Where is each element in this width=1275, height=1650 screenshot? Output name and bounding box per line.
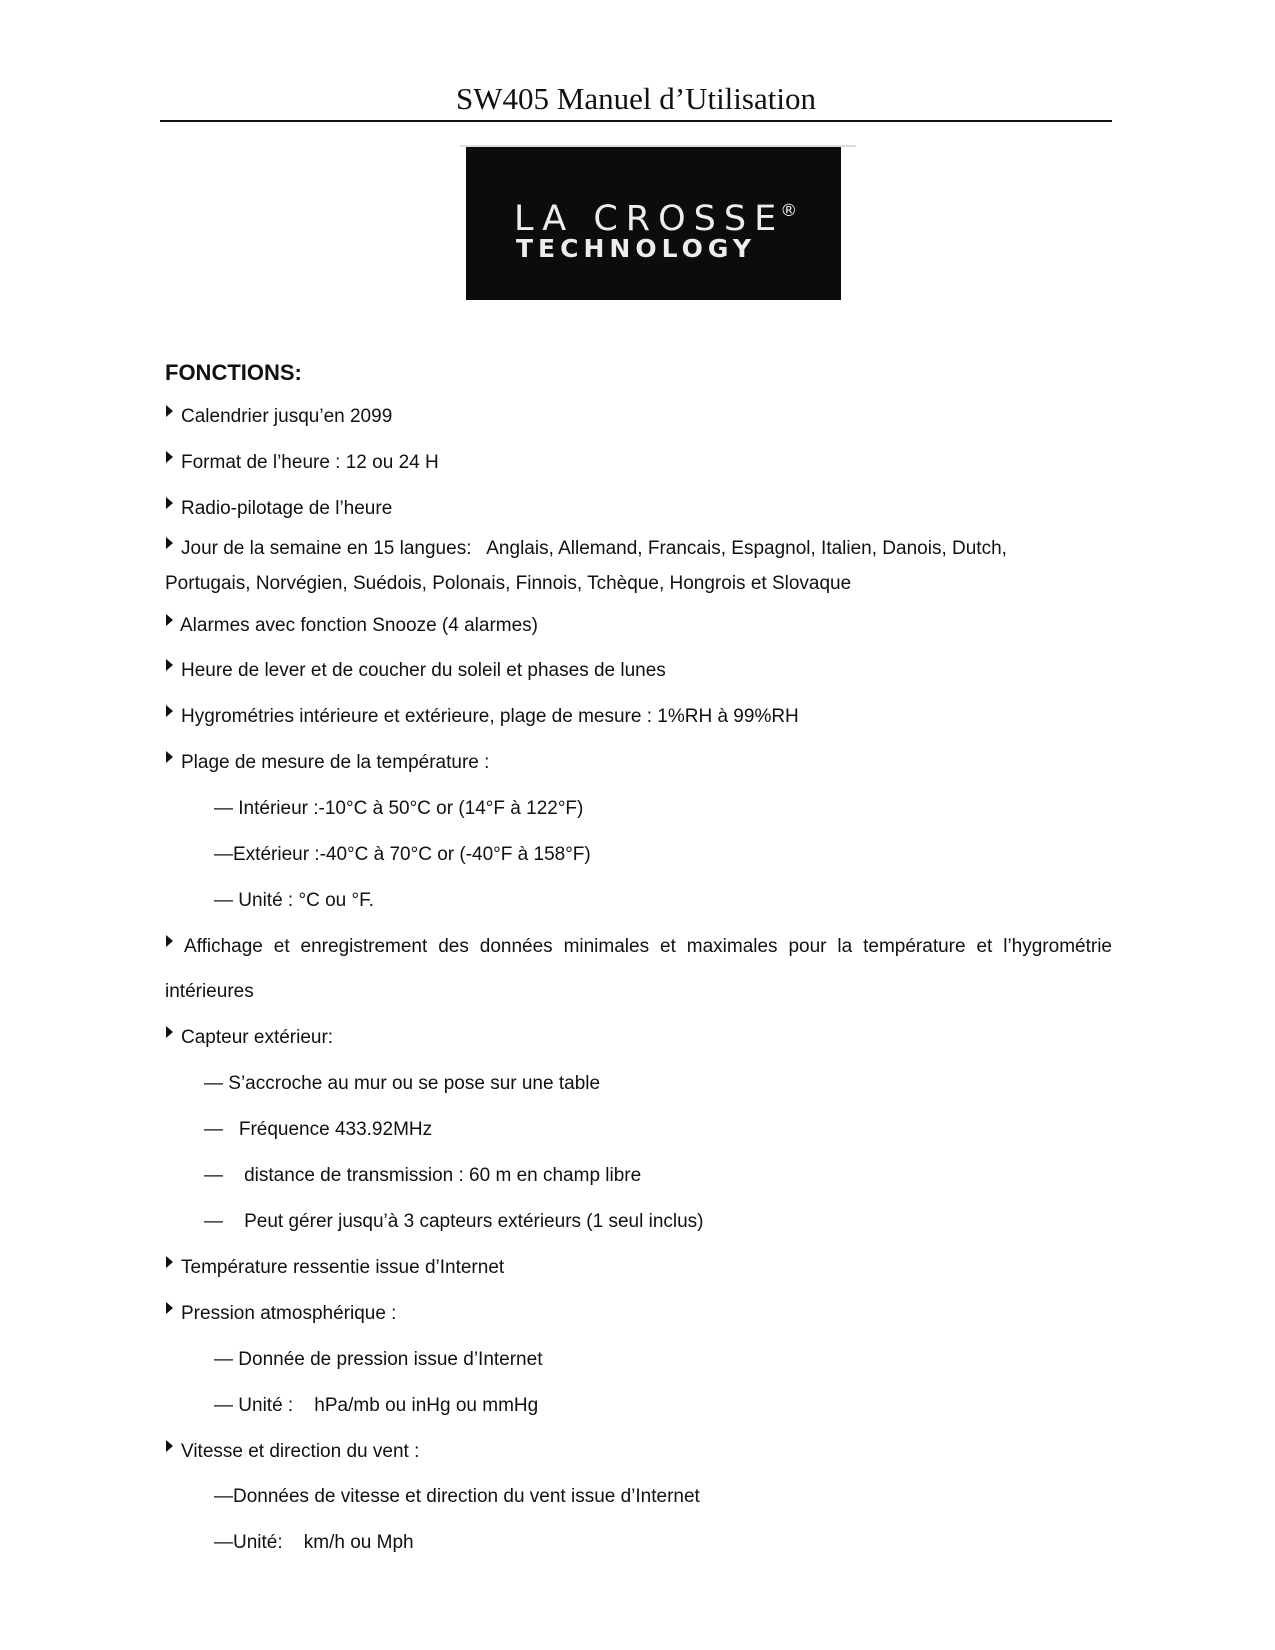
feature-temperature-range: Plage de mesure de la température :	[181, 752, 490, 773]
bullet-triangle-icon	[166, 537, 173, 549]
bullet-triangle-icon	[166, 614, 173, 626]
feature-outdoor-sensor: Capteur extérieur:	[181, 1027, 334, 1048]
bullet-triangle-icon	[166, 705, 173, 717]
feature-weekday-languages-line-2: Portugais, Norvégien, Suédois, Polonais, Finnois, Tchèque, Hongrois et Slovaque	[165, 573, 852, 594]
feature-time-format: Format de l’heure : 12 ou 24 H	[181, 452, 439, 473]
bullet-triangle-icon	[166, 405, 173, 417]
bullet-triangle-icon	[166, 935, 173, 947]
feature-minmax-line-1: Affichage et enregistrement des données minimales et maximales pour la température et l’hygrométrie	[184, 936, 1112, 957]
bullet-triangle-icon	[166, 659, 173, 671]
bullet-triangle-icon	[166, 1256, 173, 1268]
bullet-triangle-icon	[166, 1440, 173, 1452]
bullet-triangle-icon	[166, 1302, 173, 1314]
pressure-unit: — Unité : hPa/mb ou inHg ou mmHg	[214, 1395, 539, 1416]
wind-unit: —Unité: km/h ou Mph	[214, 1532, 414, 1553]
feature-weekday-languages-line-1: Jour de la semaine en 15 langues: Anglais, Allemand, Francais, Espagnol, Italien, Danois, Dutch,	[181, 538, 1007, 559]
feature-calendar: Calendrier jusqu’en 2099	[181, 406, 393, 427]
feature-sun-moon: Heure de lever et de coucher du soleil et phases de lunes	[181, 660, 666, 681]
sensor-mounting: — S’accroche au mur ou se pose sur une table	[204, 1073, 601, 1094]
wind-source: —Données de vitesse et direction du vent issue d’Internet	[214, 1486, 700, 1507]
feature-pressure: Pression atmosphérique :	[181, 1303, 397, 1324]
logo-line-1	[514, 191, 797, 239]
bullet-triangle-icon	[166, 451, 173, 463]
bullet-triangle-icon	[166, 497, 173, 509]
temperature-outdoor-range: —Extérieur :-40°C à 70°C or (-40°F à 158°F)	[214, 844, 591, 865]
feature-alarms: Alarmes avec fonction Snooze (4 alarmes)	[180, 615, 538, 636]
feature-wind: Vitesse et direction du vent :	[181, 1441, 420, 1462]
sensor-frequency: — Fréquence 433.92MHz	[204, 1119, 433, 1140]
la-crosse-technology-logo	[466, 147, 841, 300]
title-underline	[160, 120, 1112, 122]
registered-mark: ®	[780, 201, 798, 221]
temperature-indoor-range: — Intérieur :-10°C à 50°C or (14°F à 122°F)	[214, 798, 584, 819]
bullet-triangle-icon	[166, 1026, 173, 1038]
feature-feels-like: Température ressentie issue d’Internet	[181, 1257, 505, 1278]
feature-minmax-line-2: intérieures	[165, 981, 254, 1002]
sensor-capacity: — Peut gérer jusqu’à 3 capteurs extérieurs (1 seul inclus)	[204, 1211, 704, 1232]
pressure-source: — Donnée de pression issue d’Internet	[214, 1349, 543, 1370]
logo-brand-text: LA CROSSE	[514, 199, 785, 239]
document-title: SW405 Manuel d’Utilisation	[456, 81, 816, 116]
feature-radio-control: Radio-pilotage de l’heure	[181, 498, 393, 519]
logo-line-2: TECHNOLOGY	[516, 234, 756, 263]
bullet-triangle-icon	[166, 751, 173, 763]
feature-hygrometry: Hygrométries intérieure et extérieure, plage de mesure : 1%RH à 99%RH	[181, 706, 799, 727]
temperature-unit: — Unité : °C ou °F.	[214, 890, 374, 911]
sensor-transmission-range: — distance de transmission : 60 m en champ libre	[204, 1165, 642, 1186]
section-heading-fonctions: FONCTIONS:	[165, 360, 302, 385]
